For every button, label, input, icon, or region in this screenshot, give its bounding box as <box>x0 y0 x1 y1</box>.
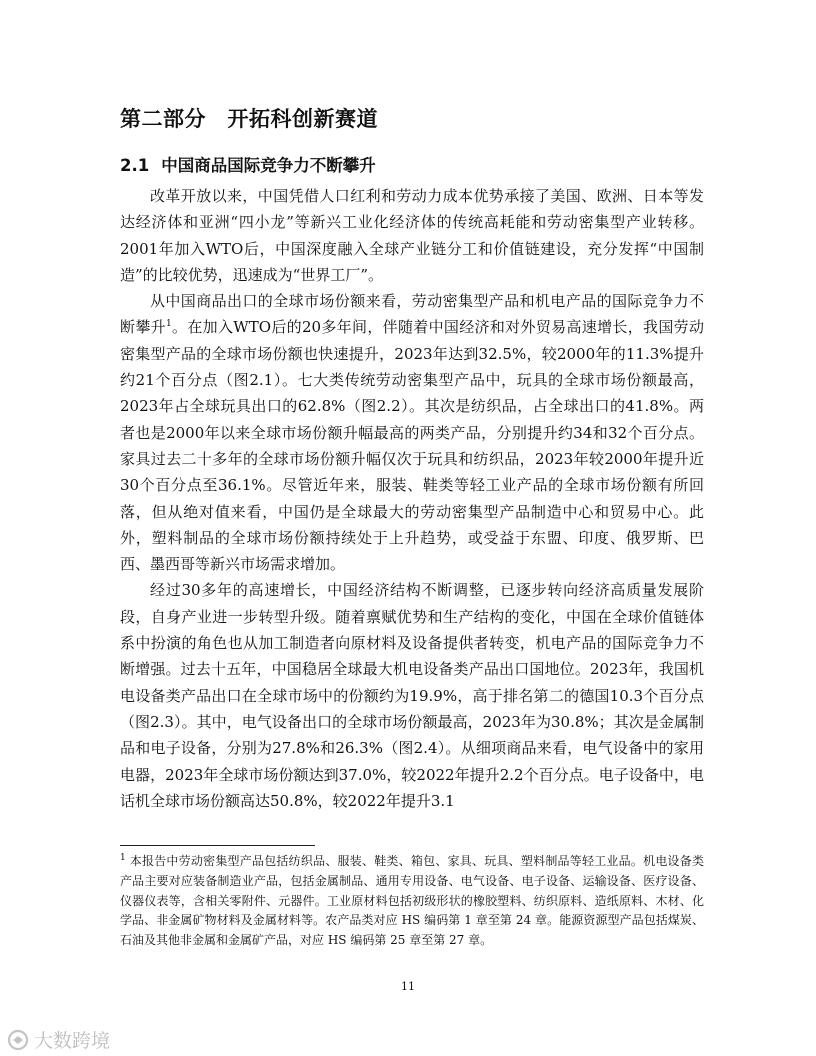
footnote <box>120 852 704 951</box>
body-text <box>120 183 704 814</box>
paragraph-text: 。在加入WTO后的20多年间，伴随着中国经济和对外贸易高速增长，我国劳动密集型产品的全球市场份额也快速提升，2023年达到32.5%，较2000年的11.3%提升约21个百分点（图2.1）。七大类传统劳动密集型产品中，玩具的全球市场份额最高，2023年占全球玩具出口的62.8%（图2.2）。其次是纺织品，占全球出口的41.8%。两者也是2000年以来全球市场份额升幅最高的两类产品，分别提升约34和32个百分点。家具过去二十多年的全球市场份额升幅仅次于玩具和纺织品，2023年较2000年提升近30个百分点至36.1%。尽管近年来，服装、鞋类等轻工业产品的全球市场份额有所回落，但从绝对值来看，中国仍是全球最大的劳动密集型产品制造中心和贸易中心。此外，塑料制品的全球市场份额持续处于上升趋势，或受益于东盟、印度、俄罗斯、巴西、墨西哥等新兴市场需求增加。 <box>120 318 704 574</box>
watermark-logo-icon <box>6 1028 30 1052</box>
footnote-divider <box>120 845 315 846</box>
footnote-ref[interactable]: 1 <box>165 319 172 330</box>
page-number: 11 <box>401 980 415 993</box>
paragraph: 经过30多年的高速增长，中国经济结构不断调整，已逐步转向经济高质量发展阶段，自身产业进一步转型升级。随着禀赋优势和生产结构的变化，中国在全球价值链体系中扮演的角色也从加工制造者向原材料及设备提供者转变，机电产品的国际竞争力不断增强。过去十五年，中国稳居全球最大机电设备类产品出口国地位。2023年，我国机电设备类产品出口在全球市场中的份额约为19.9%，高于排名第二的德国10.3个百分点（图2.3）。其中，电气设备出口的全球市场份额最高，2023年为30.8%；其次是金属制品和电子设备，分别为27.8%和26.3%（图2.4）。从细项商品来看，电气设备中的家用电器，2023年全球市场份额达到37.0%，较2022年提升2.2个百分点。电子设备中，电话机全球市场份额高达50.8%，较2022年提升3.1 <box>120 581 704 810</box>
paragraph-text: 从中国商品出口的全球市场份额来看，劳动密集型产品和机电产品的国际竞争力不断攀升 <box>120 292 704 337</box>
paragraph: 改革开放以来，中国凭借人口红利和劳动力成本优势承接了美国、欧洲、日本等发达经济体和亚洲“四小龙”等新兴工业化经济体的传统高耗能和劳动密集型产业转移。2001年加入WTO后，中国深度融入全球产业链分工和价值链建设，充分发挥“中国制造”的比较优势，迅速成为“世界工厂”。 <box>120 187 704 284</box>
section-heading: 中国商品国际竞争力不断攀升 <box>161 156 376 175</box>
part-title: 第二部分 开拓科创新赛道 <box>120 107 378 131</box>
paragraph <box>120 288 704 577</box>
footnote-text: 本报告中劳动密集型产品包括纺织品、服装、鞋类、箱包、家具、玩具、塑料制品等轻工业品。机电设备类产品主要对应装备制造业产品，包括金属制品、通用专用设备、电气设备、电子设备、运输设备、医疗设备、仪器仪表等，含相关零附件、元器件。工业原材料包括初级形状的橡胶塑料、纺织原料、造纸原料、木材、化学品、非金属矿物材料及金属材料等。农产品类对应 HS 编码第 1 章至第 24 章。能源资源型产品包括煤炭、石油及其他非金属和金属矿产品，对应 HS 编码第 25 章至第 27 章。 <box>120 854 704 948</box>
section-number: 2.1 <box>120 156 150 175</box>
watermark <box>6 1026 110 1053</box>
footnote-marker: 1 <box>120 853 126 863</box>
watermark-text: 大数跨境 <box>34 1030 111 1052</box>
section-title <box>120 152 376 176</box>
